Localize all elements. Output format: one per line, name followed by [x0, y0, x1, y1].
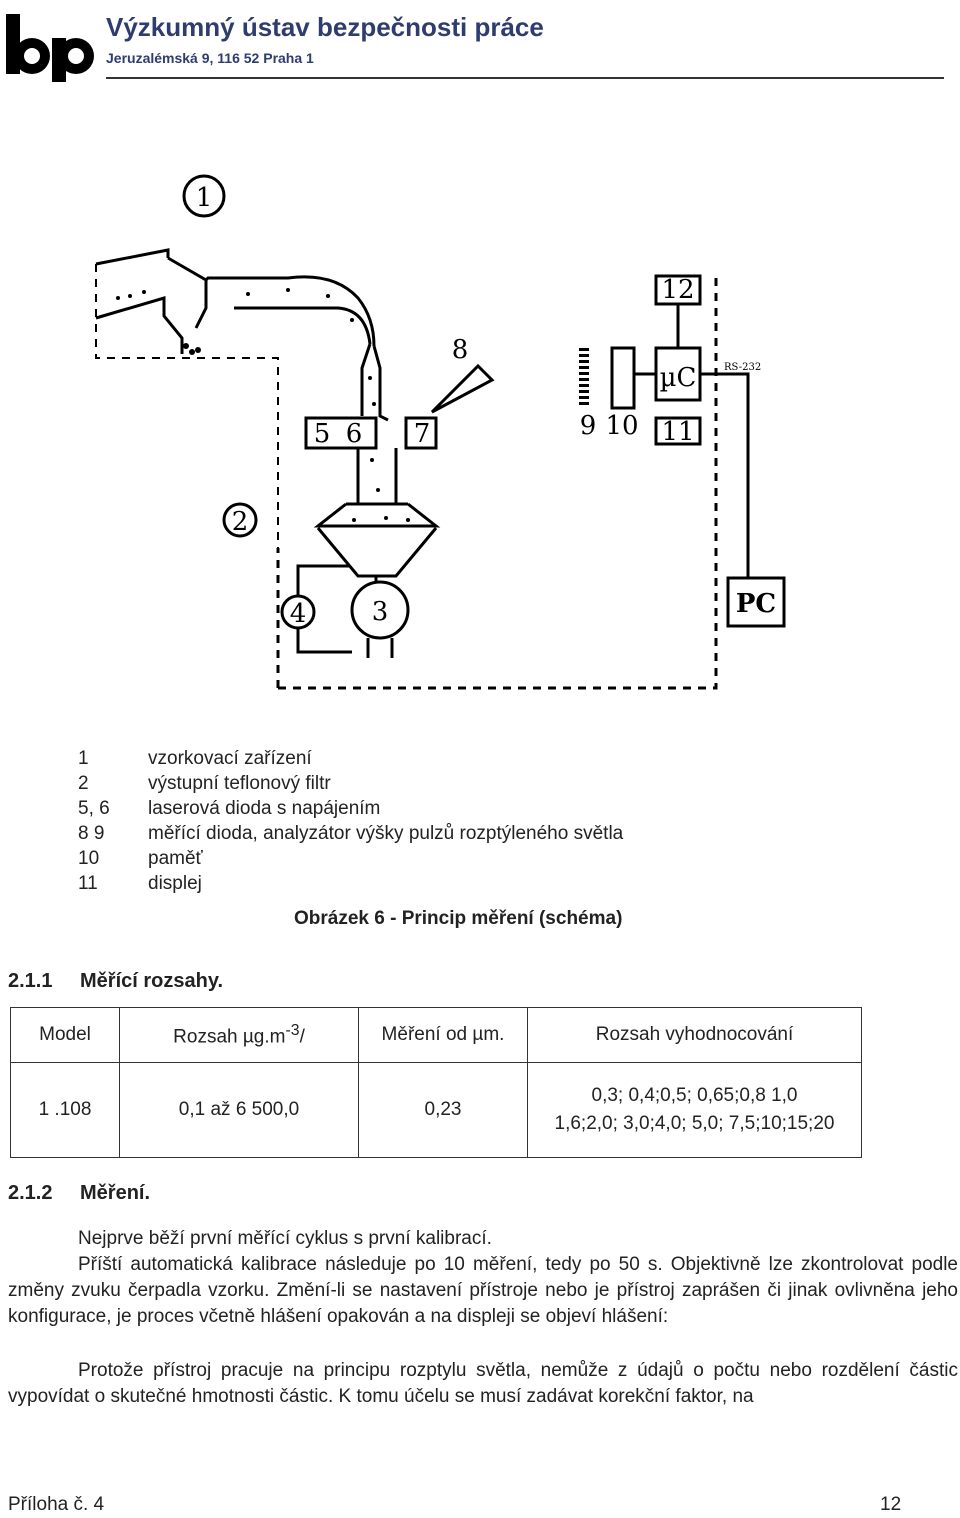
header-range-prefix: Rozsah µg.m	[173, 1026, 286, 1048]
legend-text: měřící dioda, analyzátor výšky pulzů rozptýleného světla	[148, 823, 624, 844]
section-title: Měřící rozsahy.	[80, 970, 224, 992]
header-range-sup: -3	[285, 1021, 300, 1039]
paragraph-first-cycle: Nejprve běží první měřící cyklus s první kalibrací.	[78, 1228, 492, 1249]
header-rule	[106, 77, 944, 79]
section-heading-ranges	[8, 970, 223, 993]
header-range	[120, 1008, 359, 1063]
diagram-label-2: 2	[231, 507, 249, 537]
diagram-label-9: 9	[579, 411, 597, 441]
legend-item	[78, 821, 623, 846]
legend-number: 2	[78, 773, 89, 794]
legend-text: laserová dioda s napájením	[148, 798, 381, 819]
legend-text: paměť	[148, 848, 203, 869]
legend-item	[78, 771, 623, 796]
diagram-legend	[78, 746, 623, 896]
page-number: 12	[880, 1494, 902, 1515]
organization-address: Jeruzalémská 9, 116 52 Praha 1	[106, 50, 314, 66]
measurement-schematic	[88, 168, 828, 704]
section-number: 2.1.1	[8, 970, 53, 992]
cell-range: 0,1 až 6 500,0	[120, 1063, 359, 1158]
legend-item	[78, 871, 623, 896]
diagram-label-8: 8	[451, 335, 469, 365]
diagram-label-rs232: RS-232	[724, 362, 762, 373]
table-row	[11, 1063, 862, 1158]
legend-number: 8 9	[78, 823, 105, 844]
header-range-suffix: /	[299, 1026, 305, 1048]
footer-appendix: Příloha č. 4	[8, 1494, 105, 1515]
cell-measure-from: 0,23	[359, 1063, 528, 1158]
section-title: Měření.	[80, 1182, 151, 1204]
paragraph-calibration: Příští automatická kalibrace následuje po 10 měření, tedy po 50 s. Objektivně lze zkontrolovat podle změny zvuku čerpadla vzorku. Změní-li se nastavení přístroje nebo je přístroj zaprášen či jinak ovlivněna jeho konfigurace, je proces včetně hlášení opakován a na displeji se objeví hlášení:	[8, 1254, 958, 1327]
legend-number: 5, 6	[78, 798, 110, 819]
paragraph-light-scattering: Protože přístroj pracuje na principu rozptylu světla, nemůže z údajů o počtu nebo rozdělení částic vypovídat o skutečné hmotnosti částic. K tomu účelu se musí zadávat korekční faktor, na	[8, 1360, 958, 1407]
legend-item	[78, 796, 623, 821]
diagram-label-11: 11	[661, 417, 695, 447]
vubp-logo	[4, 12, 100, 82]
cell-eval-range	[528, 1063, 862, 1158]
organization-name: Výzkumný ústav bezpečnosti práce	[106, 12, 544, 42]
measurement-ranges-table	[10, 1007, 862, 1158]
table-header-row	[11, 1008, 862, 1063]
section-number: 2.1.2	[8, 1182, 53, 1204]
diagram-label-7: 7	[413, 419, 431, 449]
diagram-label-uc: µC	[659, 363, 697, 393]
section-heading-measurement	[8, 1182, 150, 1205]
legend-item	[78, 746, 623, 771]
legend-item	[78, 846, 623, 871]
diagram-label-pc: PC	[735, 589, 777, 619]
header-model: Model	[11, 1008, 120, 1063]
header-eval-range: Rozsah vyhodnocování	[528, 1008, 862, 1063]
diagram-label-6: 6	[345, 419, 363, 449]
legend-text: výstupní teflonový filtr	[148, 773, 331, 794]
legend-number: 1	[78, 748, 89, 769]
legend-number: 10	[78, 848, 100, 869]
diagram-label-4: 4	[289, 599, 307, 629]
cell-eval-line1: 0,3; 0,4;0,5; 0,65;0,8 1,0	[591, 1085, 798, 1106]
figure-caption: Obrázek 6 - Princip měření (schéma)	[294, 908, 623, 929]
legend-text: displej	[148, 873, 202, 894]
diagram-label-5: 5	[313, 419, 331, 449]
diagram-label-3: 3	[371, 597, 389, 627]
cell-model: 1 .108	[11, 1063, 120, 1158]
diagram-label-1: 1	[195, 183, 213, 213]
diagram-label-10: 10	[605, 411, 639, 441]
header-measure-from: Měření od µm.	[359, 1008, 528, 1063]
diagram-label-12: 12	[661, 275, 695, 305]
legend-number: 11	[78, 873, 98, 894]
cell-eval-line2: 1,6;2,0; 3,0;4,0; 5,0; 7,5;10;15;20	[554, 1113, 835, 1134]
legend-text: vzorkovací zařízení	[148, 748, 312, 769]
